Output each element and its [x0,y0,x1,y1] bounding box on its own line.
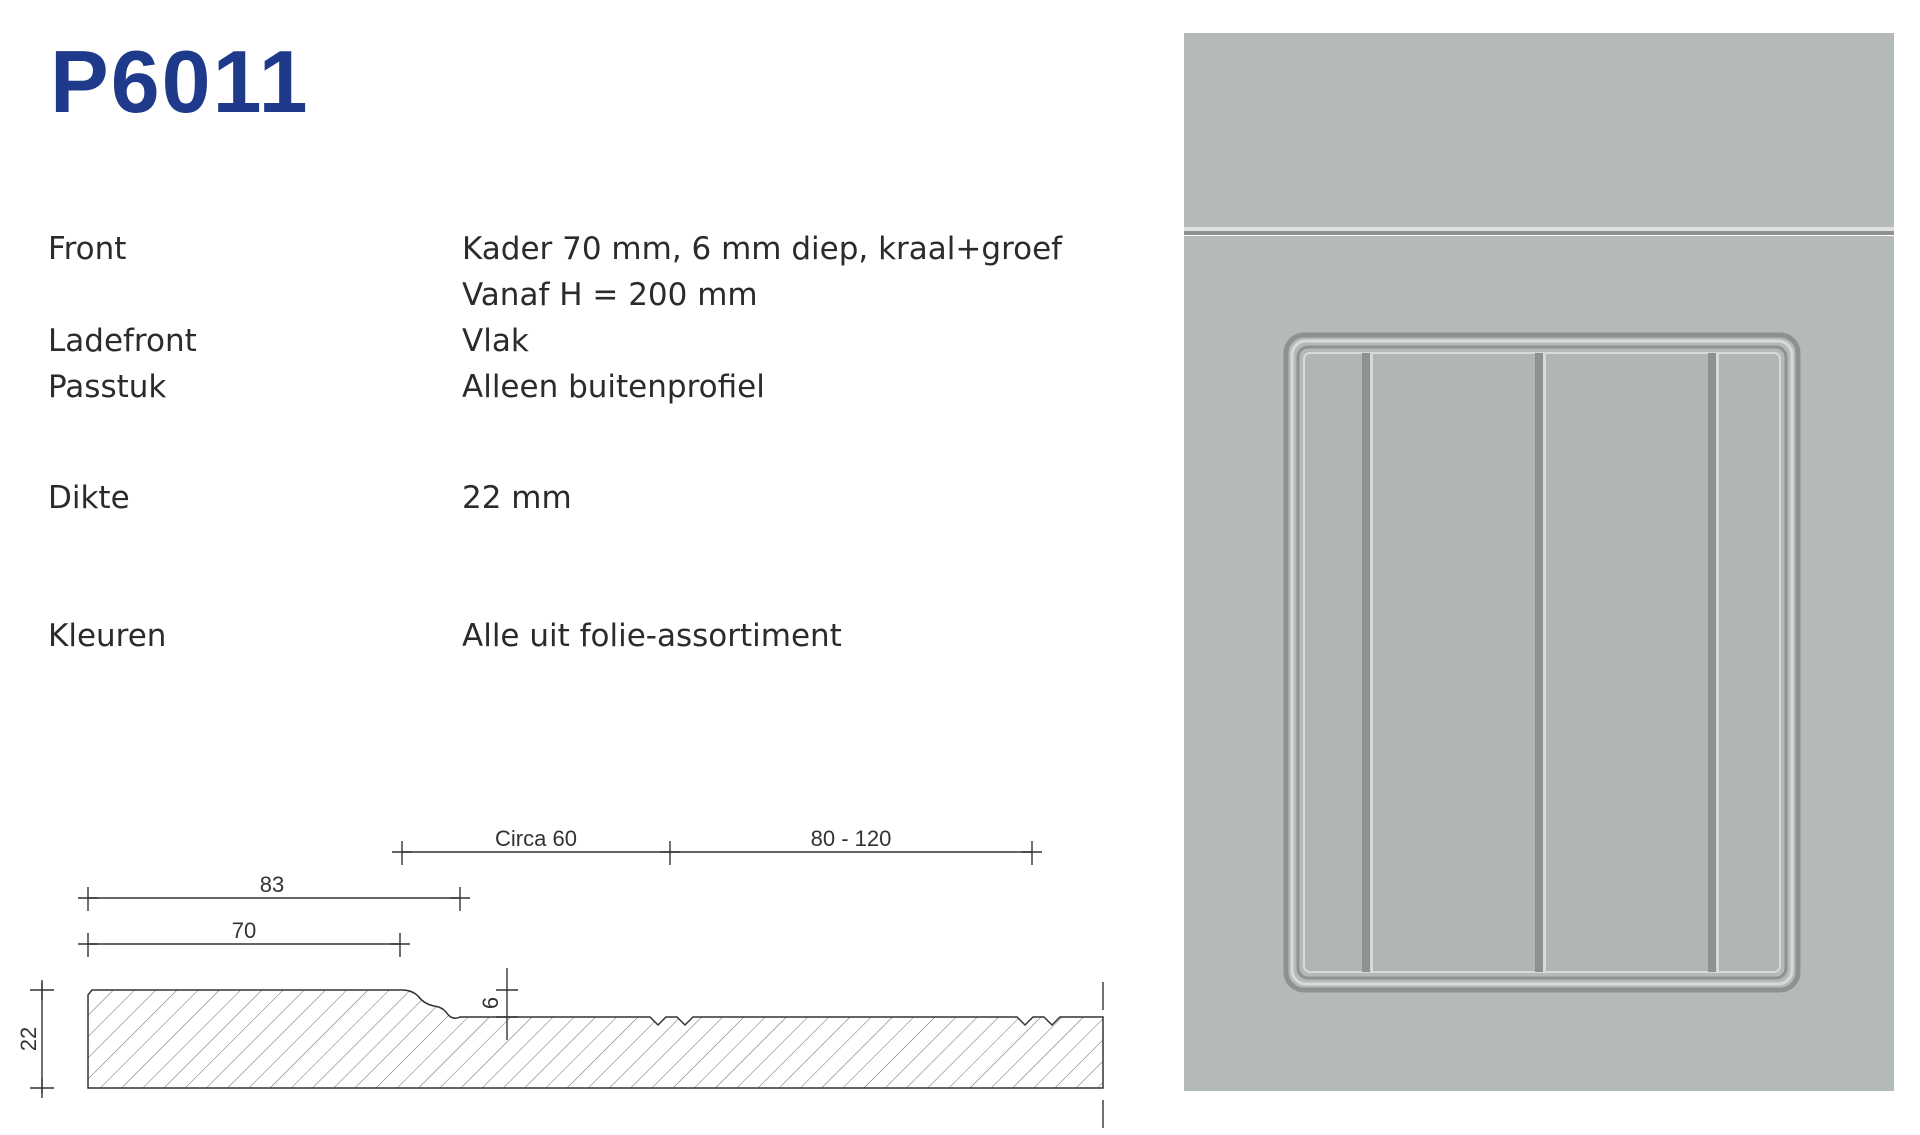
door-groove-3 [1708,353,1719,972]
spec-row-passtuk [48,364,1088,404]
dimension-label-70: 70 [231,918,257,943]
spec-value-ladefront: Vlak [462,323,529,359]
spec-label-passtuk: Passtuk [48,369,167,405]
dimension-label-circa: Circa 60 [495,826,577,851]
drawer-front-panel [1184,33,1894,227]
spec-row-ladefront [48,318,1088,358]
spec-row-kleuren [48,613,1088,653]
door-render [1184,33,1894,1091]
spec-row-dikte [48,475,1088,515]
product-code: P6011 [50,32,310,131]
profile-section [88,990,1103,1088]
spec-value-front: Kader 70 mm, 6 mm diep, kraal+groef [462,231,1063,267]
spec-value-passtuk: Alleen buitenprofiel [462,369,765,405]
door-groove-1 [1362,353,1373,972]
spec-value-dikte: 22 mm [462,480,572,516]
door-groove-2 [1535,353,1546,972]
spec-row-front-height [48,272,1088,312]
spec-label-front: Front [48,231,127,267]
spec-label-dikte: Dikte [48,480,130,516]
profile-drawing [0,800,1110,1135]
spec-label-ladefront: Ladefront [48,323,197,359]
spec-label-kleuren: Kleuren [48,618,167,654]
spec-value-front-height: Vanaf H = 200 mm [462,277,758,313]
dimension-label-thickness: 22 [16,1026,41,1052]
dimension-label-depth: 6 [478,996,503,1010]
spec-row-front [48,226,1088,266]
dimension-label-range: 80 - 120 [810,826,892,851]
spec-value-kleuren: Alle uit folie-assortiment [462,618,842,654]
dimension-label-83: 83 [259,872,285,897]
